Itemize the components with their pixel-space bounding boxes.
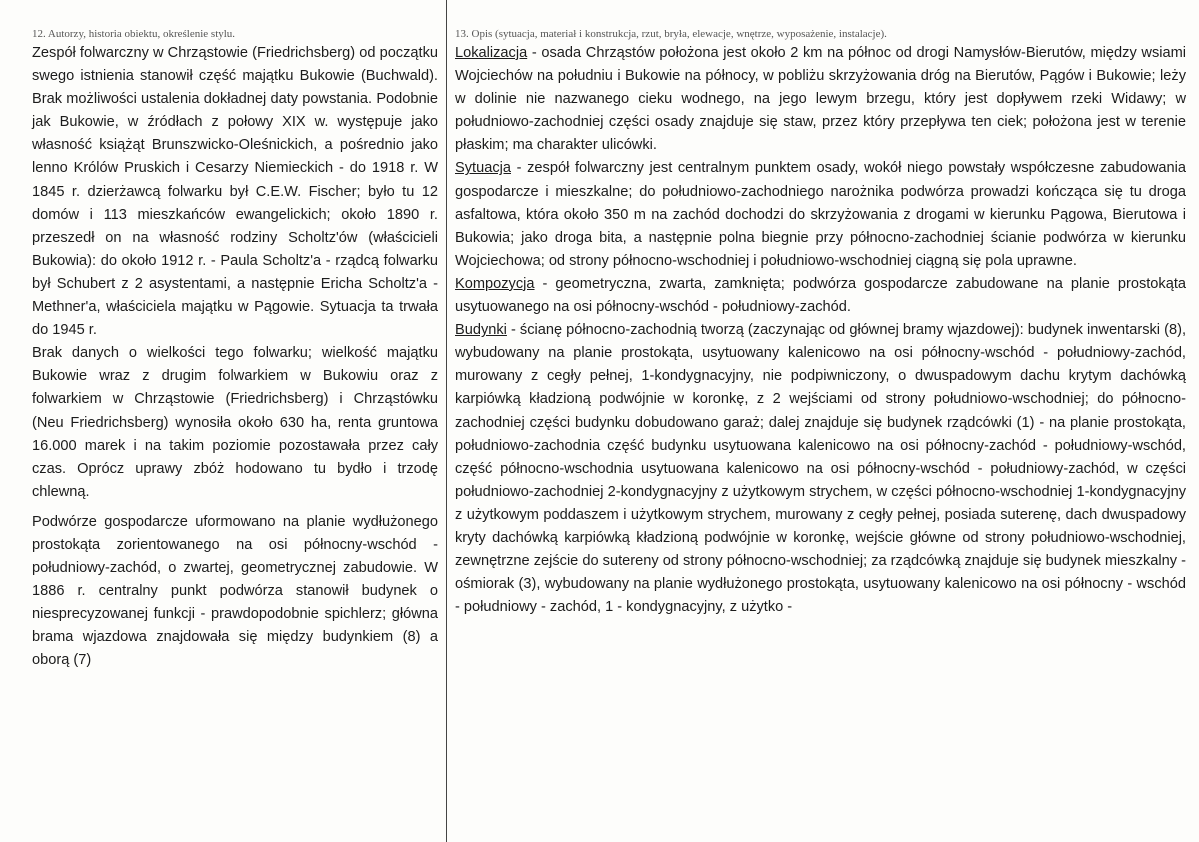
budynki-text: - ścianę północno-zachodnią tworzą (zaczynając od głównej bramy wjazdowej): budynek inwentarski (8), wybudowany na planie prostokąta, usytuowany kalenicowo na osi północny-wschód - południowy-zachód, murowany z cegły pełnej, 1-kondygnacyjny, nie podpiwniczony, o dwuspadowym dachu krytym dachówką karpiówką kładzioną podwójnie w koronkę, z 2 wejściami od strony południowo-wschodniej; do północno-zachodniej części budynku dobudowano garaż; dalej znajduje się budynek rządcówki (1) - na planie prostokąta, południowo-zachodnia część budynku usytuowana kalenicowo na osi północny-zachód - południowy-wschód, część północno-wschodnia usytuowana kalenicowo na osi północny-wschód - południowy-zachód, w części południowo-zachodniej 2-kondygnacyjny z użytkowym strychem, w części północno-wschodniej 1-kondygnacyjny z użytkowym poddaszem i użytkowym strychem, murowany z cegły pełnej, posiada suterenę, dach dwuspadowy kryty dachówką karpiówką kładzioną podwójnie w koronkę, wejście główne od strony południowo-wschodniej, zewnętrzne zejście do sutereny od strony północno-wschodniej; za rządcówką znajduje się budynek mieszkalny - ośmiorak (3), wybudowany na planie wydłużonego prostokąta, usytuowany kalenicowo na osi północny - wschód - południowy - zachód, 1 - kondygnacyjny, z użytko - [455, 322, 1186, 616]
sytuacja-label: Sytuacja [455, 160, 511, 177]
budynki-label: Budynki [455, 322, 507, 339]
kompozycja-paragraph [455, 273, 1186, 319]
left-column [0, 0, 446, 842]
right-column [446, 0, 1199, 842]
kompozycja-label: Kompozycja [455, 275, 535, 292]
section-13-header: 13. Opis (sytuacja, materiał i konstrukcja, rzut, bryła, elewacje, wnętrze, wyposażenie, instalacje). [455, 28, 887, 40]
section-12-header: 12. Autorzy, historia obiektu, określenie stylu. [32, 28, 236, 40]
sytuacja-paragraph [455, 157, 1186, 272]
sytuacja-text: - zespół folwarczny jest centralnym punktem osady, wokół niego powstały współczesne zabudowania gospodarcze i mieszkalne; do południowo-zachodniego narożnika podwórza prowadzi kończąca się tu droga asfaltowa, która około 350 m na zachód dochodzi do skrzyżowania z drogami w kierunku Pągowa, Bierutowa i Bukowia; jako droga bita, a następnie polna biegnie przy północno-zachodniej ścianie podwórza w kierunku Wojciechowa; od strony północno-wschodniej i południowo-wschodniej ciągną się pola uprawne. [455, 160, 1186, 269]
left-text [32, 42, 438, 673]
lokalizacja-paragraph [455, 42, 1186, 157]
history-paragraph-2: Brak danych o wielkości tego folwarku; wielkość majątku Bukowie wraz z drugim folwarkiem w Bukowiu oraz z folwarkiem w Chrząstowie (Friedrichsberg) i Chrząstówku (Neu Friedrichsberg) wynosiła około 630 ha, renta gruntowa 16.000 marek i na takim poziomie pozostawała przez cały czas. Oprócz uprawy zbóż hodowano tu bydło i trzodę chlewną. [32, 345, 438, 500]
lokalizacja-text: - osada Chrząstów położona jest około 2 km na północ od drogi Namysłów-Bierutów, między wsiami Wojciechów na południu i Bukowie na północy, w pobliżu skrzyżowania dróg na Bierutów, Pągów i Bukowie; leży w dolinie nie nazwanego cieku wodnego, na jego lewym brzegu, który jest dopływem rzeki Widawy; w południowo-zachodniej części osady znajduje się staw, przez który przepływa ten ciek; położona jest w terenie płaskim; ma charakter ulicówki. [455, 45, 1186, 154]
right-text [455, 42, 1186, 619]
budynki-paragraph [455, 319, 1186, 619]
history-paragraph-1: Zespół folwarczny w Chrząstowie (Friedrichsberg) od początku swego istnienia stanowił część majątku Bukowie (Buchwald). Brak możliwości ustalenia dokładnej daty powstania. Podobnie jak Bukowie, w źródłach z połowy XIX w. występuje jako własność książąt Brunszwicko-Oleśnickich, a pośrednio jako lenno Królów Pruskich i Cesarzy Niemieckich - do 1918 r. W 1845 r. dzierżawcą folwarku był C.E.W. Fischer; było tu 12 domów i 113 mieszkańców ewangelickich; około 1890 r. przeszedł on na własność rodziny Scholtz'ów (właścicieli Bukowia): do około 1912 r. - Paula Scholtz'a - rządcą folwarku był Schubert z 2 asystentami, a następnie Ericha Scholtz'a - Methner'a, właściciela majątku w Pągowie. Sytuacja ta trwała do 1945 r. [32, 45, 438, 339]
kompozycja-text: - geometryczna, zwarta, zamknięta; podwórza gospodarcze zabudowane na planie prostokąta usytuowanego na osi północny-wschód - południowy-zachód. [455, 275, 1186, 316]
lokalizacja-label: Lokalizacja [455, 45, 528, 61]
history-paragraph-3: Podwórze gospodarcze uformowano na planie wydłużonego prostokąta zorientowanego na osi północny-wschód - południowy-zachód, o zwartej, geometrycznej zabudowie. W 1886 r. centralny punkt podwórza stanowił budynek o niesprecyzowanej funkcji - prawdopodobnie spichlerz; główna brama wjazdowa znajdowała się między budynkiem (8) a oborą (7) [32, 513, 438, 669]
